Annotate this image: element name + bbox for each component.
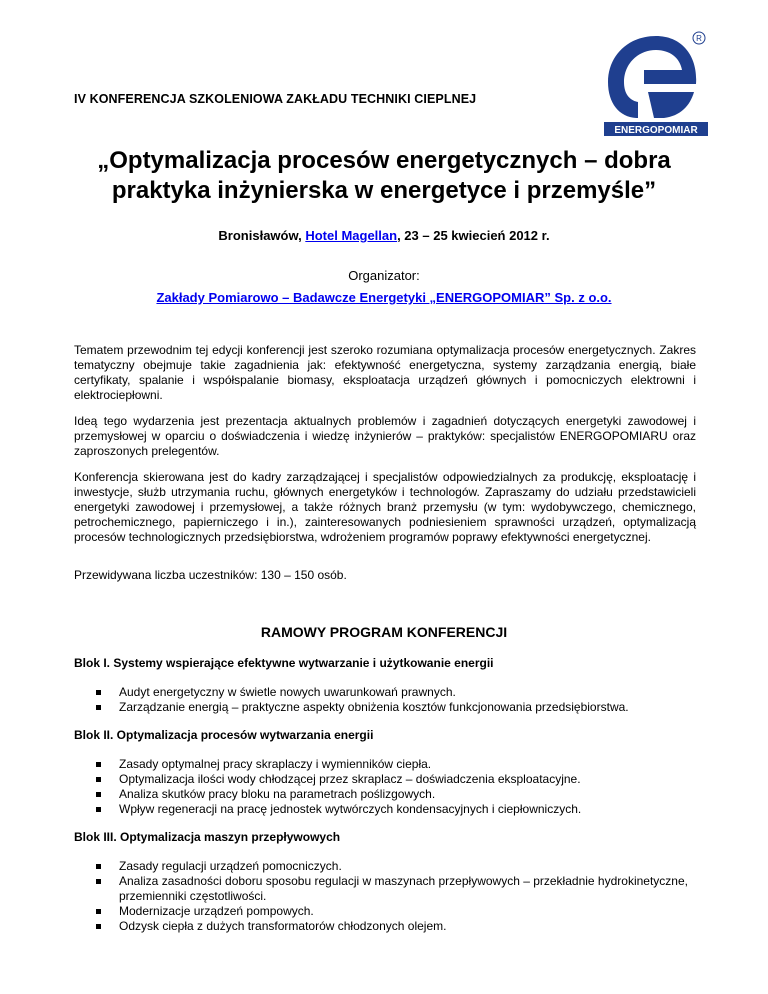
bullet-square-icon [96,879,101,884]
list-item-text: Wpływ regeneracji na pracę jednostek wytwórczych kondensacyjnych i ciepłowniczych. [119,802,582,816]
title-line-2: praktyka inżynierska w energetyce i przemyśle” [111,177,657,204]
program-heading: RAMOWY PROGRAM KONFERENCJI [260,624,508,640]
organizer-label: Organizator: [348,268,420,283]
bullet-square-icon [96,792,101,797]
event-details [0,228,768,243]
bullet-square-icon [96,705,101,710]
paragraph-audience: Konferencja skierowana jest do kadry zarządzającej i specjalistów odpowiedzialnych za produkcję, eksploatację i inwestycje, służb utrzymania ruchu, głównych energetyków i technologów. Zapraszamy do udziału przedstawicieli energetyki zawodowej i przemysłowej, a także różnych branż przemysłu (w tym: wydobywczego, chemicznego, petrochemicznego, papierniczego i in.), zainteresowanych podniesieniem sprawności urządzeń, optymalizacją procesów technologicznych przedsiębiorstwa, wdrożeniem programów poprawy efektywności energetycznej. [74,470,696,544]
list-item-text: Analiza skutków pracy bloku na parametrach poślizgowych. [119,787,436,801]
title-line-1: „Optymalizacja procesów energetycznych – dobra [97,147,671,174]
list-item [74,772,714,787]
conference-header: IV KONFERENCJA SZKOLENIOWA ZAKŁADU TECHNIKI CIEPLNEJ [74,92,477,106]
energopomiar-logo [598,30,710,138]
list-item-text: Zarządzanie energią – praktyczne aspekty obniżenia kosztów funkcjonowania przedsiębiorstwa. [119,700,629,714]
bullet-square-icon [96,762,101,767]
bullet-square-icon [96,807,101,812]
document-title [60,146,708,206]
list-item [74,802,714,817]
block-list [74,685,714,715]
list-item [74,919,714,934]
list-item [74,859,714,874]
list-item-text: Optymalizacja ilości wody chłodzącej przez skraplacz – doświadczenia eksploatacyjne. [119,772,581,786]
block-list [74,757,714,817]
list-item-text: Analiza zasadności doboru sposobu regulacji w maszynach przepływowych – przekładnie hydrokinetyczne, przemienniki częstotliwości. [119,874,688,903]
paragraph-topic: Tematem przewodnim tej edycji konferencji jest szeroko rozumiana optymalizacja procesów energetycznych. Zakres tematyczny obejmuje takie zagadnienia jak: efektywność energetyczna, systemy zarządzania energią, białe certyfikaty, spalanie i współspalanie biomasy, eksploatacja urządzeń głównych i pomocniczych elektrowni i elektrociepłowni. [74,343,696,402]
program-block-1 [74,656,714,715]
paragraph-idea: Ideą tego wydarzenia jest prezentacja aktualnych problemów i zagadnień dotyczących energetyki zawodowej i przemysłowej w oparciu o doświadczenia i wiedzę inżynierów – praktyków: specjalistów ENERGOPOMIARU oraz zaproszonych prelegentów. [74,414,696,458]
logo-text: ENERGOPOMIAR [614,125,698,136]
bullet-square-icon [96,924,101,929]
list-item [74,685,714,700]
list-item-text: Zasady optymalnej pracy skraplaczy i wymienników ciepła. [119,757,432,771]
list-item [74,757,714,772]
event-place: Bronisławów, [218,228,306,243]
block-title: Blok III. Optymalizacja maszyn przepływowych [74,830,341,844]
bullet-square-icon [96,864,101,869]
list-item-text: Audyt energetyczny w świetle nowych uwarunkowań prawnych. [119,685,456,699]
logo-e-tail [648,92,694,118]
list-item [74,874,714,904]
list-item-text: Modernizacje urządzeń pompowych. [119,904,314,918]
block-title: Blok I. Systemy wspierające efektywne wytwarzanie i użytkowanie energii [74,656,494,670]
registered-mark-text: R [696,34,702,43]
bullet-square-icon [96,909,101,914]
program-block-2 [74,728,714,817]
list-item-text: Odzysk ciepła z dużych transformatorów chłodzonych olejem. [119,919,447,933]
hotel-link[interactable]: Hotel Magellan [305,228,398,243]
list-item-text: Zasady regulacji urządzeń pomocniczych. [119,859,342,873]
block-list [74,859,714,934]
bullet-square-icon [96,690,101,695]
bullet-square-icon [96,777,101,782]
organizer-link[interactable]: Zakłady Pomiarowo – Badawcze Energetyki „ENERGOPOMIAR” Sp. z o.o. [156,290,612,305]
block-title: Blok II. Optymalizacja procesów wytwarzania energii [74,728,374,742]
paragraph-participants: Przewidywana liczba uczestników: 130 – 150 osób. [74,568,347,582]
list-item [74,904,714,919]
event-date: , 23 – 25 kwiecień 2012 r. [397,228,550,243]
list-item [74,700,714,715]
program-block-3 [74,830,714,934]
list-item [74,787,714,802]
organizer-container [0,290,768,305]
